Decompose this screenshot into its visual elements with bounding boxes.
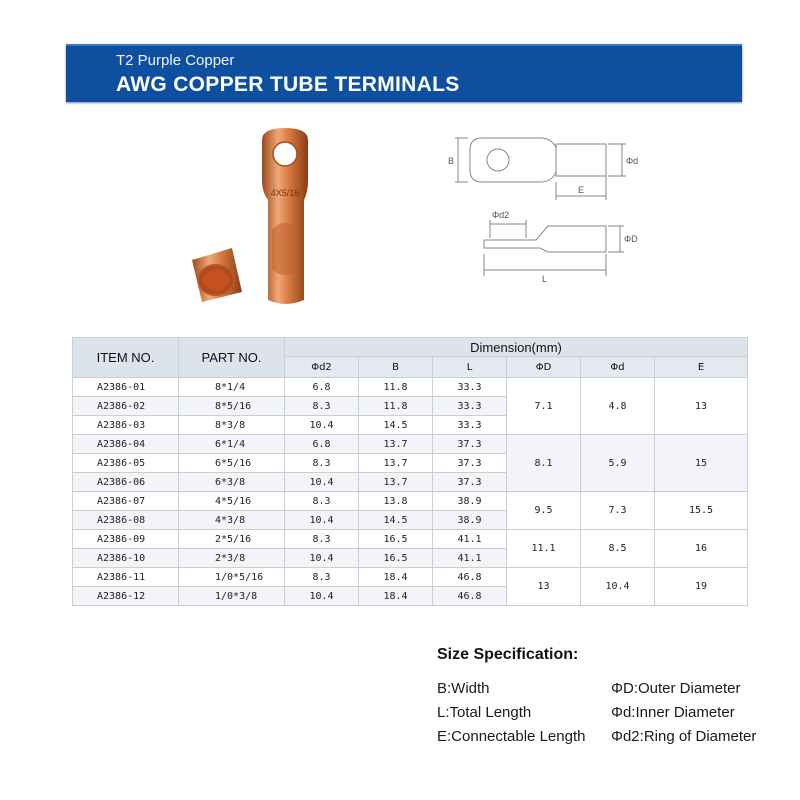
l-cell: 41.1 — [433, 530, 507, 549]
header-item-no: ITEM NO. — [73, 338, 179, 378]
l-cell: 38.9 — [433, 492, 507, 511]
d2-cell: 8.3 — [285, 568, 359, 587]
l-cell: 38.9 — [433, 511, 507, 530]
inner-d-cell: 10.4 — [581, 568, 655, 606]
item-no-cell: A2386-09 — [73, 530, 179, 549]
d2-cell: 6.8 — [285, 378, 359, 397]
outer-d-cell: 13 — [507, 568, 581, 606]
d2-cell: 10.4 — [285, 473, 359, 492]
svg-text:Φd2: Φd2 — [492, 210, 510, 220]
legend-connectable-length: E:Connectable Length — [437, 728, 586, 745]
header-e: E — [655, 357, 748, 378]
l-cell: 33.3 — [433, 378, 507, 397]
table-body — [73, 378, 748, 606]
b-cell: 14.5 — [359, 511, 433, 530]
d2-cell: 8.3 — [285, 397, 359, 416]
dimension-drawing — [440, 118, 660, 298]
d2-cell: 10.4 — [285, 511, 359, 530]
inner-d-cell: 8.5 — [581, 530, 655, 568]
table-row — [73, 492, 748, 511]
e-cell: 15 — [655, 435, 748, 492]
d2-cell: 10.4 — [285, 549, 359, 568]
l-cell: 33.3 — [433, 416, 507, 435]
e-cell: 16 — [655, 530, 748, 568]
l-cell: 37.3 — [433, 454, 507, 473]
item-no-cell: A2386-04 — [73, 435, 179, 454]
d2-cell: 10.4 — [285, 587, 359, 606]
b-cell: 13.8 — [359, 492, 433, 511]
item-no-cell: A2386-02 — [73, 397, 179, 416]
l-cell: 46.8 — [433, 568, 507, 587]
header-dimension: Dimension(mm) — [285, 338, 748, 357]
legend-ring-diameter: Φd2:Ring of Diameter — [611, 728, 757, 745]
d2-cell: 8.3 — [285, 492, 359, 511]
small-lug-icon — [192, 248, 242, 302]
b-cell: 11.8 — [359, 378, 433, 397]
part-no-cell: 4*5/16 — [179, 492, 285, 511]
b-cell: 11.8 — [359, 397, 433, 416]
inner-d-cell: 7.3 — [581, 492, 655, 530]
outer-d-cell: 8.1 — [507, 435, 581, 492]
part-no-cell: 6*3/8 — [179, 473, 285, 492]
svg-text:B: B — [448, 156, 455, 166]
item-no-cell: A2386-07 — [73, 492, 179, 511]
part-no-cell: 8*1/4 — [179, 378, 285, 397]
table-row — [73, 378, 748, 397]
b-cell: 14.5 — [359, 416, 433, 435]
d2-cell: 8.3 — [285, 454, 359, 473]
item-no-cell: A2386-01 — [73, 378, 179, 397]
part-no-cell: 6*5/16 — [179, 454, 285, 473]
b-cell: 16.5 — [359, 530, 433, 549]
header-b: B — [359, 357, 433, 378]
l-cell: 41.1 — [433, 549, 507, 568]
b-cell: 13.7 — [359, 473, 433, 492]
part-no-cell: 8*5/16 — [179, 397, 285, 416]
part-no-cell: 1/0*5/16 — [179, 568, 285, 587]
part-no-cell: 4*3/8 — [179, 511, 285, 530]
header-inner-d: Φd — [581, 357, 655, 378]
item-no-cell: A2386-06 — [73, 473, 179, 492]
table-row — [73, 530, 748, 549]
e-cell: 19 — [655, 568, 748, 606]
legend-inner-diameter: Φd:Inner Diameter — [611, 704, 735, 721]
part-no-cell: 1/0*3/8 — [179, 587, 285, 606]
part-no-cell: 6*1/4 — [179, 435, 285, 454]
svg-text:ΦD: ΦD — [624, 234, 638, 244]
header-l: L — [433, 357, 507, 378]
e-cell: 13 — [655, 378, 748, 435]
part-no-cell: 8*3/8 — [179, 416, 285, 435]
d2-cell: 10.4 — [285, 416, 359, 435]
l-cell: 37.3 — [433, 435, 507, 454]
item-no-cell: A2386-03 — [73, 416, 179, 435]
item-no-cell: A2386-10 — [73, 549, 179, 568]
product-photo — [180, 120, 360, 320]
table-row — [73, 435, 748, 454]
outer-d-cell: 11.1 — [507, 530, 581, 568]
legend-width: B:Width — [437, 680, 490, 697]
part-no-cell: 2*3/8 — [179, 549, 285, 568]
d2-cell: 8.3 — [285, 530, 359, 549]
header-d2: Φd2 — [285, 357, 359, 378]
header-outer-d: ΦD — [507, 357, 581, 378]
header-banner — [66, 44, 742, 102]
size-spec-title: Size Specification: — [437, 646, 579, 663]
outer-d-cell: 9.5 — [507, 492, 581, 530]
header-part-no: PART NO. — [179, 338, 285, 378]
d2-cell: 6.8 — [285, 435, 359, 454]
item-no-cell: A2386-12 — [73, 587, 179, 606]
tube-terminal-icon — [262, 128, 308, 304]
side-view-drawing — [484, 220, 624, 276]
e-cell: 15.5 — [655, 492, 748, 530]
inner-d-cell: 4.8 — [581, 378, 655, 435]
inner-d-cell: 5.9 — [581, 435, 655, 492]
svg-text:Φd: Φd — [626, 156, 639, 166]
banner-title: AWG COPPER TUBE TERMINALS — [116, 73, 460, 96]
b-cell: 13.7 — [359, 435, 433, 454]
b-cell: 16.5 — [359, 549, 433, 568]
svg-text:4X5/16: 4X5/16 — [270, 188, 300, 198]
item-no-cell: A2386-05 — [73, 454, 179, 473]
table-row — [73, 568, 748, 587]
item-no-cell: A2386-11 — [73, 568, 179, 587]
b-cell: 13.7 — [359, 454, 433, 473]
l-cell: 33.3 — [433, 397, 507, 416]
item-no-cell: A2386-08 — [73, 511, 179, 530]
banner-subtitle: T2 Purple Copper — [116, 52, 235, 69]
part-no-cell: 2*5/16 — [179, 530, 285, 549]
top-view-drawing — [455, 138, 626, 200]
dimension-table — [72, 337, 748, 606]
b-cell: 18.4 — [359, 587, 433, 606]
outer-d-cell: 7.1 — [507, 378, 581, 435]
l-cell: 46.8 — [433, 587, 507, 606]
b-cell: 18.4 — [359, 568, 433, 587]
legend-outer-diameter: ΦD:Outer Diameter — [611, 680, 741, 697]
svg-text:E: E — [578, 185, 585, 195]
l-cell: 37.3 — [433, 473, 507, 492]
legend-total-length: L:Total Length — [437, 704, 532, 721]
svg-text:L: L — [542, 274, 548, 284]
